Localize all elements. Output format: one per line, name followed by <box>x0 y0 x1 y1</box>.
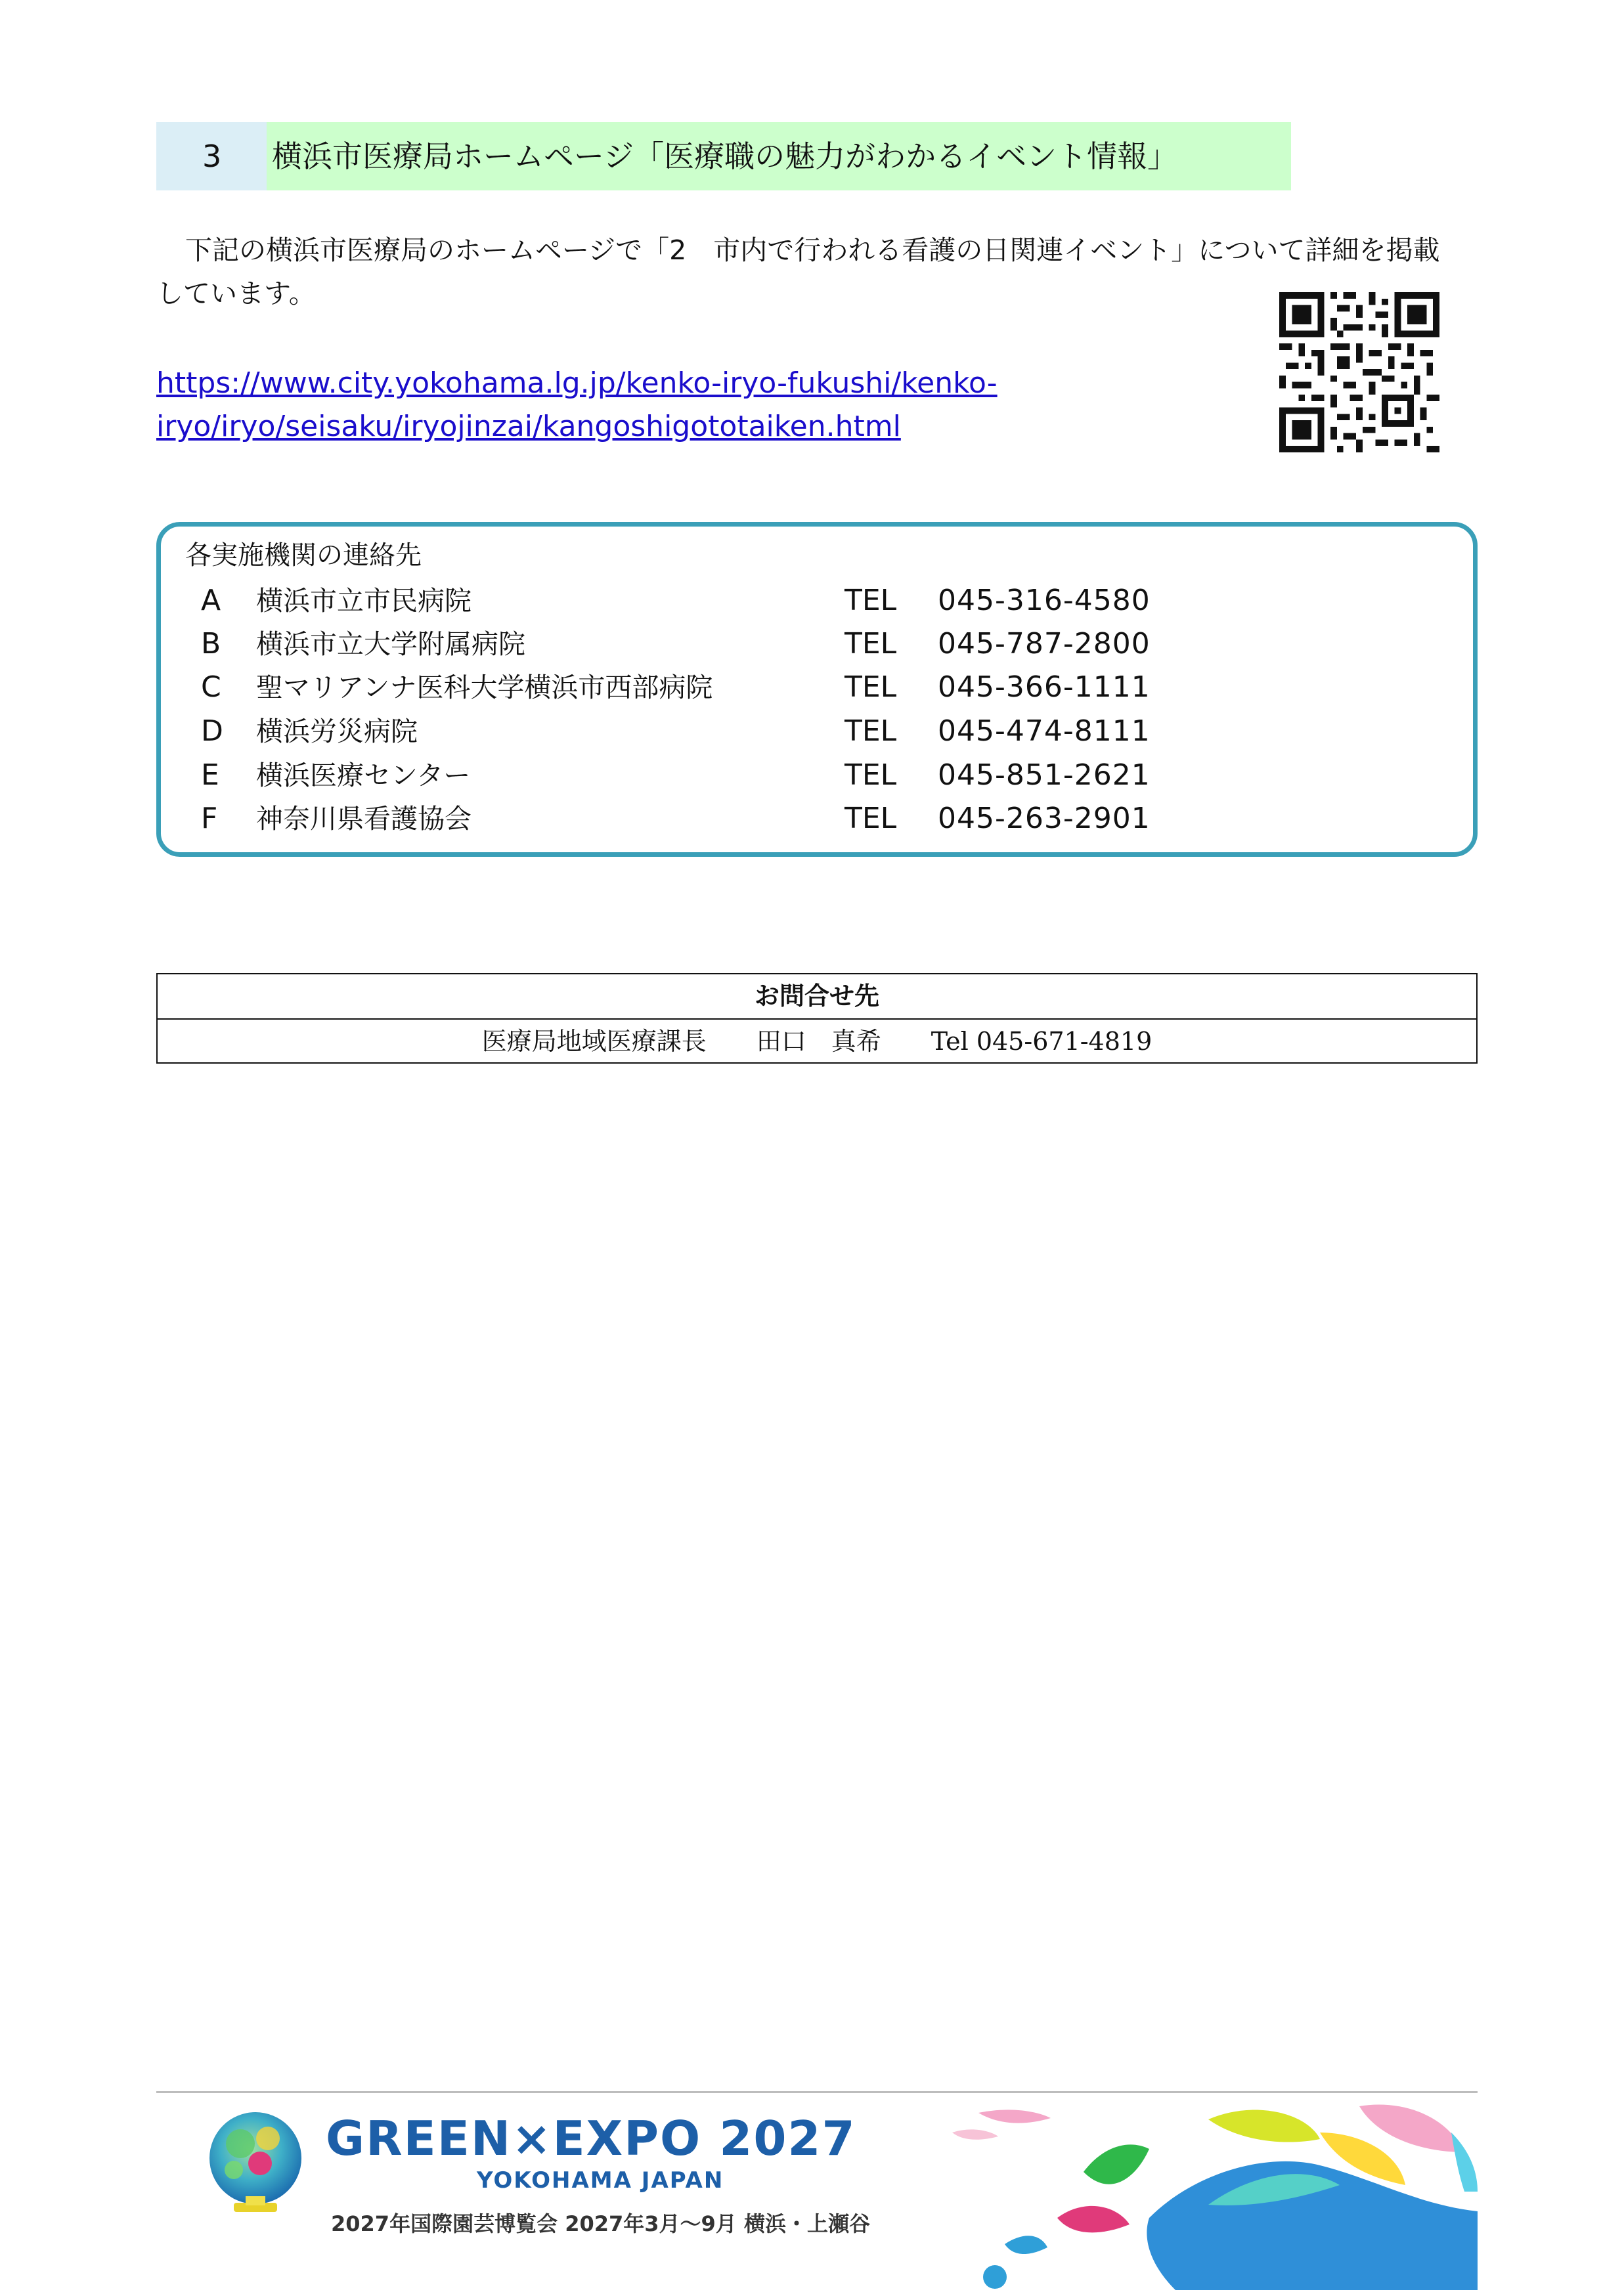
expo-decorative-shapes-icon <box>900 2093 1478 2290</box>
intro-line-2: しています。 <box>156 278 316 309</box>
contact-tel: 045-316-4580 <box>938 584 1151 617</box>
expo-caption: 2027年国際園芸博覧会 2027年3月～9月 横浜・上瀬谷 <box>331 2211 870 2236</box>
contact-letter: C <box>201 670 221 704</box>
contact-letter: E <box>201 758 219 792</box>
contact-name: 神奈川県看護協会 <box>256 803 472 834</box>
contact-tel: 045-851-2621 <box>938 758 1151 792</box>
contact-tel: 045-474-8111 <box>938 714 1151 748</box>
tel-label: TEL <box>845 758 897 792</box>
contact-tel: 045-787-2800 <box>938 627 1151 661</box>
tel-label: TEL <box>845 627 897 661</box>
homepage-link-line-2[interactable]: iryo/iryo/seisaku/iryojinzai/kangoshigototaiken.html <box>156 410 901 443</box>
homepage-link-line-1[interactable]: https://www.city.yokohama.lg.jp/kenko-iryo-fukushi/kenko- <box>156 366 998 400</box>
contact-tel: 045-263-2901 <box>938 802 1151 835</box>
contact-name: 横浜労災病院 <box>256 716 418 747</box>
contact-row <box>0 622 1624 666</box>
intro-line-1: 下記の横浜市医療局のホームページで「2 市内で行われる看護の日関連イベント」について詳細を掲載 <box>185 234 1440 266</box>
expo-subtitle: YOKOHAMA JAPAN <box>477 2167 724 2194</box>
inquiry-heading: お問合せ先 <box>754 982 879 1010</box>
tel-label: TEL <box>845 670 897 704</box>
contact-row <box>0 710 1624 753</box>
section-title: 横浜市医療局ホームページ「医療職の魅力がわかるイベント情報」 <box>267 122 1291 190</box>
contact-row <box>0 579 1624 622</box>
expo-title: GREEN×EXPO 2027 <box>326 2111 856 2166</box>
contact-tel: 045-366-1111 <box>938 670 1151 704</box>
tel-label: TEL <box>845 584 897 617</box>
contact-letter: D <box>201 714 223 748</box>
contact-row <box>0 797 1624 840</box>
section-number: 3 <box>156 122 267 190</box>
qr-code-icon <box>1279 292 1439 452</box>
contact-letter: F <box>201 802 218 835</box>
contact-heading: 各実施機関の連絡先 <box>185 540 422 571</box>
tel-label: TEL <box>845 714 897 748</box>
contact-name: 聖マリアンナ医科大学横浜市西部病院 <box>256 672 713 703</box>
contact-row <box>0 754 1624 797</box>
contact-name: 横浜市立大学附属病院 <box>256 628 525 660</box>
tel-label: TEL <box>845 802 897 835</box>
inquiry-contact: 医療局地域医療課長 田口 真希 Tel 045-671-4819 <box>481 1027 1152 1056</box>
expo-globe-logo-icon <box>194 2104 317 2226</box>
contact-name: 横浜市立市民病院 <box>256 585 472 617</box>
contact-letter: A <box>201 584 221 617</box>
contact-row <box>0 666 1624 709</box>
contact-name: 横浜医療センター <box>256 760 471 791</box>
contact-letter: B <box>201 627 221 661</box>
